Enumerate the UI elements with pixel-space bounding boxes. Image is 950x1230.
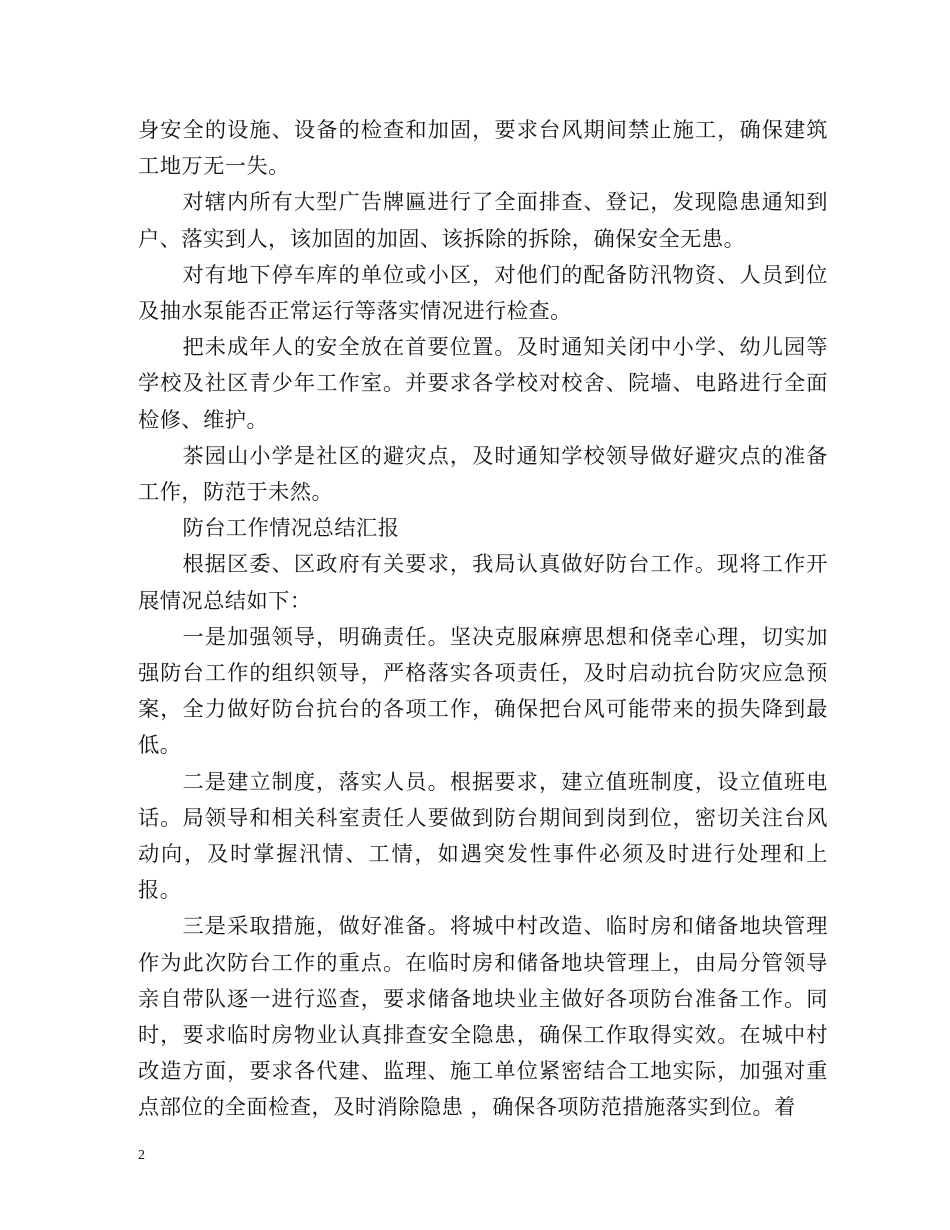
paragraph-parking: 对有地下停车库的单位或小区，对他们的配备防汛物资、人员到位及抽水泵能否正常运行等落实情况进行检查。	[138, 261, 828, 324]
paragraph-shelter: 茶园山小学是社区的避灾点，及时通知学校领导做好避灾点的准备工作，防范于未然。	[138, 442, 828, 505]
document-body	[138, 112, 828, 1126]
paragraph-billboards: 对辖内所有大型广告牌匾进行了全面排查、登记，发现隐患通知到户、落实到人，该加固的加固、该拆除的拆除，确保安全无患。	[138, 189, 828, 251]
section-heading: 防台工作情况总结汇报	[182, 515, 400, 541]
paragraph-intro: 根据区委、区政府有关要求，我局认真做好防台工作。现将工作开展情况总结如下：	[138, 551, 828, 613]
paragraph-system: 二是建立制度，落实人员。根据要求，建立值班制度，设立值班电话。局领导和相关科室责任人要做到防台期间到岗到位，密切关注台风动向，及时掌握汛情、工情，如遇突发性事件必须及时进行处理和上报。	[138, 768, 828, 903]
paragraph-measures: 三是采取措施，做好准备。将城中村改造、临时房和储备地块管理作为此次防台工作的重点。在临时房和储备地块管理上，由局分管领导亲自带队逐一进行巡查，要求储备地块业主做好各项防台准备工作。同时，要求临时房物业认真排查安全隐患，确保工作取得实效。在城中村改造方面，要求各代建、监理、施工单位紧密结合工地实际，加强对重点部位的全面检查，及时消除隐患 ，确保各项防范措施落实到位。着	[138, 913, 828, 1120]
paragraph-leadership: 一是加强领导，明确责任。坚决克服麻痹思想和侥幸心理，切实加强防台工作的组织领导，严格落实各项责任，及时启动抗台防灾应急预案，全力做好防台抗台的各项工作，确保把台风可能带来的损失降到最低。	[138, 623, 828, 758]
paragraph-minors: 把未成年人的安全放在首要位置。及时通知关闭中小学、幼儿园等学校及社区青少年工作室。并要求各学校对校舍、院墙、电路进行全面检修、维护。	[138, 334, 828, 432]
page-number: 2	[138, 1148, 145, 1163]
paragraph-continuation: 身安全的设施、设备的检查和加固，要求台风期间禁止施工，确保建筑工地万无一失。	[138, 117, 828, 179]
